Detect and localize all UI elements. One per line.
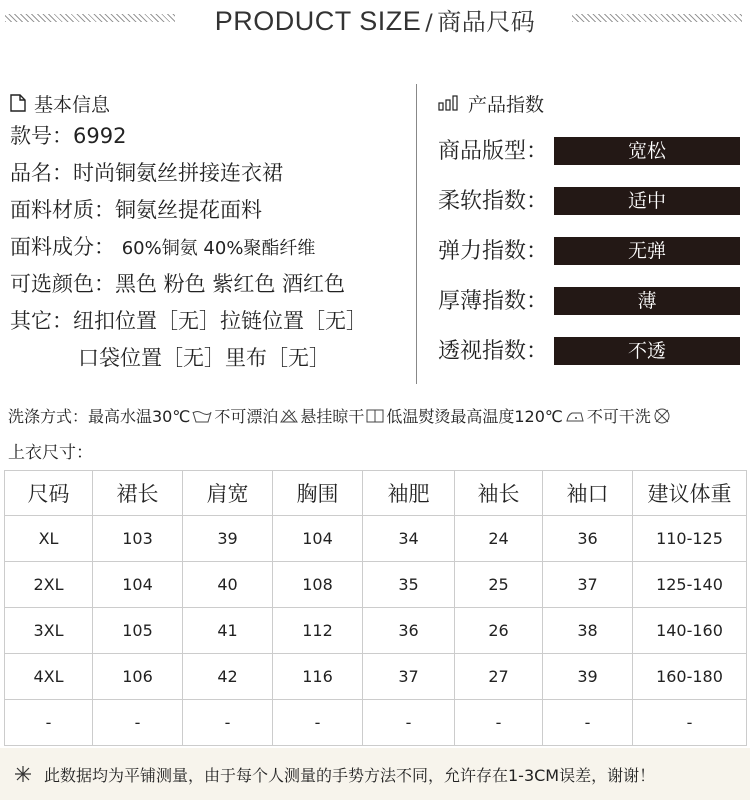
header-shoulder: 肩宽: [183, 471, 273, 516]
product-index-title: 产品指数: [438, 88, 748, 118]
no-bleach-icon: [280, 409, 298, 423]
table-row: [5, 516, 747, 562]
wash-tub-icon: [192, 409, 212, 423]
table-cell: 140-160: [633, 608, 747, 654]
decorative-hatch-right: [572, 14, 742, 22]
table-row: [5, 608, 747, 654]
table-cell: 35: [363, 562, 455, 608]
table-cell: 39: [183, 516, 273, 562]
product-index-section: [438, 88, 748, 382]
index-value-thickness: 薄: [554, 287, 740, 315]
info-other-2: 口袋位置［无］里布［无］: [78, 346, 330, 370]
table-cell: 112: [273, 608, 363, 654]
table-cell: 4XL: [5, 654, 93, 700]
table-cell: 34: [363, 516, 455, 562]
table-cell: 104: [273, 516, 363, 562]
bar-chart-icon: [438, 95, 460, 111]
index-row-elasticity: 弹力指数： 无弹: [438, 232, 748, 270]
wash-instructions: 洗涤方式：最高水温30℃ 不可漂泊 悬挂晾干 低温熨烫最高温度120℃ 不可干洗: [8, 404, 673, 427]
table-cell: -: [543, 700, 633, 746]
table-cell: 41: [183, 608, 273, 654]
top-size-label: 上衣尺寸：: [8, 443, 93, 463]
table-cell: 2XL: [5, 562, 93, 608]
info-other-1: 其它：纽扣位置［无］拉链位置［无］: [10, 309, 367, 333]
table-cell: 25: [455, 562, 543, 608]
info-composition: 面料成分： 60%铜氨 40%聚酯纤维: [10, 235, 316, 259]
info-material: 面料材质：铜氨丝提花面料: [10, 198, 262, 222]
header-dress-length: 裙长: [93, 471, 183, 516]
index-row-transparency: 透视指数： 不透: [438, 332, 748, 370]
table-cell: 38: [543, 608, 633, 654]
section-divider: [416, 84, 417, 384]
table-cell: 108: [273, 562, 363, 608]
no-dry-clean-icon: [653, 407, 671, 425]
table-cell: 125-140: [633, 562, 747, 608]
table-row: [5, 700, 747, 746]
iron-icon: [565, 409, 585, 423]
header-weight: 建议体重: [633, 471, 747, 516]
index-row-softness: 柔软指数： 适中: [438, 182, 748, 220]
document-icon: [10, 94, 26, 112]
table-cell: 24: [455, 516, 543, 562]
table-cell: 105: [93, 608, 183, 654]
table-cell: 3XL: [5, 608, 93, 654]
table-cell: 36: [363, 608, 455, 654]
header-sleeve-width: 袖肥: [363, 471, 455, 516]
table-cell: 37: [363, 654, 455, 700]
header-cuff: 袖口: [543, 471, 633, 516]
table-cell: 26: [455, 608, 543, 654]
table-cell: -: [633, 700, 747, 746]
basic-info-section: [10, 88, 410, 377]
table-cell: -: [5, 700, 93, 746]
table-cell: 104: [93, 562, 183, 608]
info-product-name: 品名：时尚铜氨丝拼接连衣裙: [10, 161, 283, 185]
table-cell: 116: [273, 654, 363, 700]
header-size: 尺码: [5, 471, 93, 516]
table-row: [5, 654, 747, 700]
index-value-softness: 适中: [554, 187, 740, 215]
basic-info-title: 基本信息: [10, 88, 410, 118]
header-bust: 胸围: [273, 471, 363, 516]
table-cell: 36: [543, 516, 633, 562]
size-table: [4, 470, 747, 746]
table-cell: -: [455, 700, 543, 746]
index-value-fit: 宽松: [554, 137, 740, 165]
index-row-thickness: 厚薄指数： 薄: [438, 282, 748, 320]
table-cell: -: [183, 700, 273, 746]
table-cell: 37: [543, 562, 633, 608]
index-value-transparency: 不透: [554, 337, 740, 365]
hang-dry-icon: [366, 409, 384, 423]
table-cell: 39: [543, 654, 633, 700]
asterisk-icon: [14, 765, 32, 783]
table-cell: 106: [93, 654, 183, 700]
table-header-row: [5, 471, 747, 516]
header-sleeve-length: 袖长: [455, 471, 543, 516]
table-row: [5, 562, 747, 608]
table-cell: 103: [93, 516, 183, 562]
table-cell: XL: [5, 516, 93, 562]
info-colors: 可选颜色：黑色 粉色 紫红色 酒红色: [10, 272, 346, 296]
table-cell: -: [363, 700, 455, 746]
page-title: PRODUCT SIZE / 商品尺码: [214, 6, 536, 36]
table-cell: 27: [455, 654, 543, 700]
index-row-fit: 商品版型： 宽松: [438, 132, 748, 170]
index-value-elasticity: 无弹: [554, 237, 740, 265]
table-cell: 160-180: [633, 654, 747, 700]
info-style-no: 款号：6992: [10, 124, 127, 148]
table-cell: 42: [183, 654, 273, 700]
measurement-note: 此数据均为平铺测量，由于每个人测量的手势方法不同，允许存在1-3CM误差，谢谢！: [0, 748, 750, 800]
header-banner: [0, 0, 750, 40]
table-cell: 110-125: [633, 516, 747, 562]
table-cell: 40: [183, 562, 273, 608]
table-cell: -: [273, 700, 363, 746]
table-cell: -: [93, 700, 183, 746]
